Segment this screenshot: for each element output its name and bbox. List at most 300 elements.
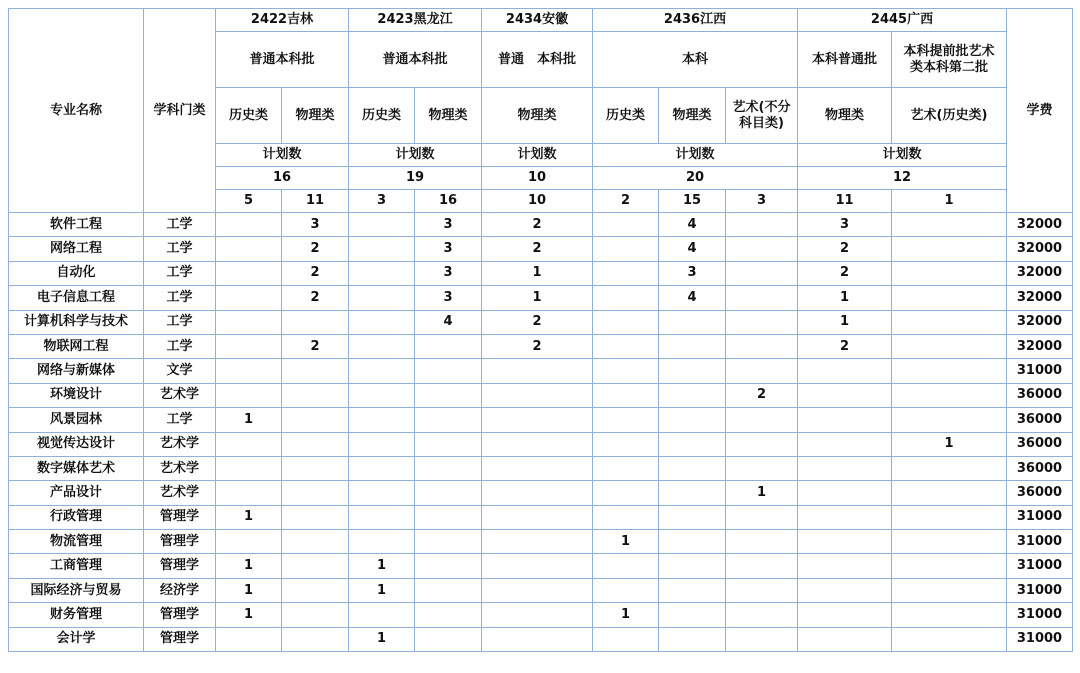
plan-count-cell xyxy=(415,359,482,383)
plan-count-cell xyxy=(482,408,593,432)
plan-count-cell xyxy=(659,578,726,602)
plan-count-cell: 3 xyxy=(415,286,482,310)
plan-count-cell xyxy=(349,408,415,432)
cat-heilongjiang-history: 历史类 xyxy=(349,88,415,144)
plan-label-anhui: 计划数 xyxy=(482,144,593,167)
major-name-cell: 计算机科学与技术 xyxy=(9,310,144,334)
table-header xyxy=(9,9,1073,213)
plan-count-cell xyxy=(892,359,1007,383)
subject-category-cell: 管理学 xyxy=(144,554,216,578)
plan-count-cell xyxy=(659,505,726,529)
major-name-cell: 数字媒体艺术 xyxy=(9,456,144,480)
plan-count-cell xyxy=(726,359,798,383)
plan-count-cell xyxy=(798,359,892,383)
plan-count-cell: 1 xyxy=(593,530,659,554)
tuition-fee-cell: 32000 xyxy=(1007,237,1073,261)
plan-count-cell xyxy=(216,359,282,383)
plan-count-cell: 1 xyxy=(216,603,282,627)
subject-category-cell: 管理学 xyxy=(144,627,216,651)
table-row xyxy=(9,261,1073,285)
plan-count-cell xyxy=(659,334,726,358)
plan-count-cell: 1 xyxy=(349,627,415,651)
tuition-fee-cell: 36000 xyxy=(1007,481,1073,505)
plan-count-cell xyxy=(482,383,593,407)
plan-count-cell xyxy=(282,578,349,602)
tuition-fee-cell: 32000 xyxy=(1007,334,1073,358)
plan-count-cell: 4 xyxy=(659,286,726,310)
plan-count-cell: 2 xyxy=(482,237,593,261)
cat-jilin-physics: 物理类 xyxy=(282,88,349,144)
cat-jilin-history: 历史类 xyxy=(216,88,282,144)
plan-count-cell xyxy=(726,310,798,334)
plan-count-cell xyxy=(482,505,593,529)
plan-count-cell xyxy=(726,261,798,285)
plan-count-cell xyxy=(415,481,482,505)
subject-category-cell: 工学 xyxy=(144,408,216,432)
plan-total-anhui: 10 xyxy=(482,167,593,190)
plan-count-cell: 2 xyxy=(798,334,892,358)
plan-count-cell xyxy=(216,627,282,651)
batch-heilongjiang: 普通本科批 xyxy=(349,32,482,88)
plan-count-cell xyxy=(482,603,593,627)
plan-count-cell: 2 xyxy=(798,237,892,261)
table-body xyxy=(9,213,1073,652)
plan-count-cell xyxy=(593,286,659,310)
subject-category-cell: 艺术学 xyxy=(144,432,216,456)
subject-category-cell: 工学 xyxy=(144,286,216,310)
subject-category-cell: 工学 xyxy=(144,237,216,261)
plan-count-cell xyxy=(892,627,1007,651)
plan-count-cell xyxy=(892,578,1007,602)
plan-count-cell xyxy=(593,627,659,651)
plan-count-cell xyxy=(659,310,726,334)
plan-label-heilongjiang: 计划数 xyxy=(349,144,482,167)
plan-split-heilongjiang-history: 3 xyxy=(349,190,415,213)
plan-count-cell xyxy=(892,334,1007,358)
plan-label-guangxi: 计划数 xyxy=(798,144,1007,167)
plan-count-cell xyxy=(282,432,349,456)
plan-split-heilongjiang-physics: 16 xyxy=(415,190,482,213)
tuition-fee-cell: 32000 xyxy=(1007,310,1073,334)
table-row xyxy=(9,481,1073,505)
subject-category-cell: 工学 xyxy=(144,334,216,358)
plan-count-cell xyxy=(349,383,415,407)
plan-count-cell xyxy=(659,432,726,456)
plan-count-cell xyxy=(798,456,892,480)
plan-count-cell xyxy=(282,627,349,651)
plan-count-cell xyxy=(415,530,482,554)
plan-count-cell xyxy=(798,481,892,505)
plan-count-cell xyxy=(659,408,726,432)
plan-count-cell xyxy=(659,627,726,651)
table-row xyxy=(9,530,1073,554)
table-row xyxy=(9,554,1073,578)
plan-count-cell xyxy=(593,359,659,383)
tuition-fee-cell: 32000 xyxy=(1007,286,1073,310)
subject-category-cell: 管理学 xyxy=(144,603,216,627)
plan-count-cell xyxy=(659,530,726,554)
table-row xyxy=(9,456,1073,480)
major-name-cell: 自动化 xyxy=(9,261,144,285)
tuition-fee-cell: 32000 xyxy=(1007,261,1073,285)
plan-count-cell xyxy=(216,481,282,505)
plan-count-cell: 1 xyxy=(482,286,593,310)
plan-count-cell: 2 xyxy=(282,286,349,310)
plan-count-cell xyxy=(726,530,798,554)
major-name-cell: 风景园林 xyxy=(9,408,144,432)
tuition-fee-cell: 31000 xyxy=(1007,505,1073,529)
province-header-anhui: 2434安徽 xyxy=(482,9,593,32)
major-name-cell: 国际经济与贸易 xyxy=(9,578,144,602)
table-row xyxy=(9,334,1073,358)
plan-count-cell: 3 xyxy=(659,261,726,285)
subject-category-cell: 文学 xyxy=(144,359,216,383)
plan-count-cell: 1 xyxy=(349,578,415,602)
major-name-cell: 工商管理 xyxy=(9,554,144,578)
province-header-jilin: 2422吉林 xyxy=(216,9,349,32)
plan-count-cell xyxy=(798,408,892,432)
table-row xyxy=(9,359,1073,383)
plan-count-cell: 2 xyxy=(282,334,349,358)
plan-count-cell xyxy=(216,310,282,334)
plan-count-cell xyxy=(798,578,892,602)
plan-count-cell: 3 xyxy=(798,213,892,237)
major-column-header: 专业名称 xyxy=(9,9,144,213)
plan-count-cell: 2 xyxy=(482,213,593,237)
plan-count-cell: 3 xyxy=(282,213,349,237)
major-name-cell: 网络工程 xyxy=(9,237,144,261)
cat-anhui-physics: 物理类 xyxy=(482,88,593,144)
plan-count-cell xyxy=(593,310,659,334)
plan-count-cell xyxy=(593,554,659,578)
subject-category-cell: 工学 xyxy=(144,213,216,237)
table-row xyxy=(9,603,1073,627)
plan-count-cell: 1 xyxy=(349,554,415,578)
subject-category-cell: 工学 xyxy=(144,261,216,285)
plan-count-cell xyxy=(282,408,349,432)
table-row xyxy=(9,286,1073,310)
tuition-fee-cell: 36000 xyxy=(1007,383,1073,407)
plan-count-cell: 3 xyxy=(415,213,482,237)
plan-count-cell xyxy=(415,578,482,602)
plan-count-cell xyxy=(482,578,593,602)
table-row xyxy=(9,408,1073,432)
plan-count-cell xyxy=(593,237,659,261)
plan-split-guangxi-physics: 11 xyxy=(798,190,892,213)
table-row xyxy=(9,237,1073,261)
plan-count-cell: 1 xyxy=(482,261,593,285)
subject-category-cell: 艺术学 xyxy=(144,456,216,480)
category-column-header: 学科门类 xyxy=(144,9,216,213)
province-header-heilongjiang: 2423黑龙江 xyxy=(349,9,482,32)
table-row xyxy=(9,310,1073,334)
plan-count-cell xyxy=(349,432,415,456)
plan-count-cell: 1 xyxy=(798,286,892,310)
plan-count-cell xyxy=(892,481,1007,505)
plan-count-cell xyxy=(415,603,482,627)
plan-count-cell: 3 xyxy=(415,237,482,261)
plan-count-cell xyxy=(798,505,892,529)
plan-count-cell: 4 xyxy=(415,310,482,334)
plan-count-cell xyxy=(726,603,798,627)
subject-category-cell: 管理学 xyxy=(144,530,216,554)
plan-count-cell xyxy=(892,261,1007,285)
tuition-fee-cell: 31000 xyxy=(1007,359,1073,383)
plan-count-cell xyxy=(798,627,892,651)
plan-count-cell xyxy=(892,456,1007,480)
table-row xyxy=(9,432,1073,456)
plan-count-cell xyxy=(892,383,1007,407)
batch-jiangxi: 本科 xyxy=(593,32,798,88)
batch-guangxi-art: 本科提前批艺术类本科第二批 xyxy=(892,32,1007,88)
plan-count-cell xyxy=(282,359,349,383)
plan-count-cell xyxy=(216,383,282,407)
plan-count-cell xyxy=(216,530,282,554)
plan-count-cell xyxy=(349,481,415,505)
plan-split-anhui-physics: 10 xyxy=(482,190,593,213)
plan-count-cell xyxy=(798,530,892,554)
plan-count-cell xyxy=(216,432,282,456)
plan-count-cell: 1 xyxy=(892,432,1007,456)
plan-count-cell xyxy=(349,286,415,310)
plan-count-cell: 1 xyxy=(593,603,659,627)
plan-count-cell xyxy=(415,505,482,529)
plan-count-cell xyxy=(726,286,798,310)
plan-count-cell xyxy=(216,286,282,310)
plan-label-jiangxi: 计划数 xyxy=(593,144,798,167)
subject-category-cell: 艺术学 xyxy=(144,383,216,407)
major-name-cell: 电子信息工程 xyxy=(9,286,144,310)
plan-count-cell xyxy=(659,554,726,578)
plan-count-cell xyxy=(415,432,482,456)
major-name-cell: 物联网工程 xyxy=(9,334,144,358)
plan-count-cell xyxy=(593,481,659,505)
province-header-guangxi: 2445广西 xyxy=(798,9,1007,32)
major-name-cell: 软件工程 xyxy=(9,213,144,237)
plan-count-cell xyxy=(593,213,659,237)
plan-count-cell xyxy=(349,505,415,529)
plan-count-cell xyxy=(892,213,1007,237)
plan-count-cell xyxy=(593,383,659,407)
plan-count-cell xyxy=(349,213,415,237)
plan-count-cell xyxy=(415,554,482,578)
plan-count-cell xyxy=(415,408,482,432)
province-row xyxy=(9,9,1073,32)
plan-count-cell xyxy=(892,408,1007,432)
tuition-fee-cell: 31000 xyxy=(1007,578,1073,602)
plan-count-cell: 2 xyxy=(482,310,593,334)
cat-jiangxi-history: 历史类 xyxy=(593,88,659,144)
plan-count-cell xyxy=(415,334,482,358)
table-row xyxy=(9,383,1073,407)
admission-plan-table xyxy=(8,8,1073,652)
plan-count-cell xyxy=(216,456,282,480)
plan-count-cell xyxy=(892,310,1007,334)
plan-count-cell xyxy=(349,310,415,334)
plan-count-cell xyxy=(216,261,282,285)
plan-count-cell xyxy=(726,334,798,358)
major-name-cell: 视觉传达设计 xyxy=(9,432,144,456)
plan-count-cell xyxy=(593,408,659,432)
plan-count-cell: 4 xyxy=(659,213,726,237)
plan-count-cell xyxy=(593,505,659,529)
major-name-cell: 行政管理 xyxy=(9,505,144,529)
plan-count-cell: 1 xyxy=(216,408,282,432)
plan-count-cell xyxy=(282,383,349,407)
subject-category-cell: 管理学 xyxy=(144,505,216,529)
plan-count-cell: 2 xyxy=(482,334,593,358)
plan-count-cell xyxy=(659,456,726,480)
table-row xyxy=(9,505,1073,529)
plan-count-cell xyxy=(216,334,282,358)
plan-count-cell xyxy=(282,603,349,627)
plan-total-heilongjiang: 19 xyxy=(349,167,482,190)
plan-count-cell xyxy=(726,456,798,480)
plan-count-cell xyxy=(349,603,415,627)
major-name-cell: 环境设计 xyxy=(9,383,144,407)
plan-count-cell xyxy=(349,334,415,358)
major-name-cell: 财务管理 xyxy=(9,603,144,627)
plan-count-cell: 2 xyxy=(726,383,798,407)
plan-split-guangxi-art: 1 xyxy=(892,190,1007,213)
plan-count-cell: 2 xyxy=(282,261,349,285)
tuition-fee-cell: 31000 xyxy=(1007,530,1073,554)
plan-split-jilin-physics: 11 xyxy=(282,190,349,213)
major-name-cell: 会计学 xyxy=(9,627,144,651)
table-row xyxy=(9,578,1073,602)
plan-count-cell xyxy=(482,627,593,651)
plan-count-cell xyxy=(726,408,798,432)
plan-count-cell xyxy=(349,237,415,261)
plan-count-cell xyxy=(659,383,726,407)
plan-count-cell xyxy=(415,456,482,480)
plan-count-cell xyxy=(216,213,282,237)
tuition-fee-cell: 36000 xyxy=(1007,432,1073,456)
plan-count-cell xyxy=(798,383,892,407)
tuition-fee-cell: 36000 xyxy=(1007,456,1073,480)
tuition-fee-cell: 36000 xyxy=(1007,408,1073,432)
plan-count-cell xyxy=(282,456,349,480)
plan-count-cell: 1 xyxy=(798,310,892,334)
plan-count-cell xyxy=(282,481,349,505)
cat-guangxi-art-history: 艺术(历史类) xyxy=(892,88,1007,144)
plan-count-cell xyxy=(659,481,726,505)
plan-count-cell xyxy=(593,456,659,480)
plan-count-cell xyxy=(593,578,659,602)
plan-count-cell xyxy=(282,505,349,529)
plan-count-cell: 2 xyxy=(798,261,892,285)
plan-count-cell xyxy=(415,383,482,407)
batch-jilin: 普通本科批 xyxy=(216,32,349,88)
plan-count-cell xyxy=(892,530,1007,554)
major-name-cell: 网络与新媒体 xyxy=(9,359,144,383)
plan-total-jiangxi: 20 xyxy=(593,167,798,190)
table-row xyxy=(9,627,1073,651)
plan-count-cell: 1 xyxy=(216,554,282,578)
plan-split-jiangxi-history: 2 xyxy=(593,190,659,213)
plan-count-cell: 3 xyxy=(415,261,482,285)
plan-total-guangxi: 12 xyxy=(798,167,1007,190)
tuition-fee-cell: 31000 xyxy=(1007,603,1073,627)
plan-count-cell: 1 xyxy=(726,481,798,505)
plan-count-cell xyxy=(482,432,593,456)
plan-label-jilin: 计划数 xyxy=(216,144,349,167)
subject-category-cell: 工学 xyxy=(144,310,216,334)
plan-count-cell: 2 xyxy=(282,237,349,261)
plan-count-cell xyxy=(892,505,1007,529)
cat-jiangxi-physics: 物理类 xyxy=(659,88,726,144)
plan-count-cell xyxy=(726,432,798,456)
plan-count-cell xyxy=(892,286,1007,310)
plan-count-cell xyxy=(349,261,415,285)
plan-count-cell xyxy=(593,334,659,358)
plan-count-cell xyxy=(482,554,593,578)
plan-count-cell xyxy=(726,213,798,237)
subject-category-cell: 经济学 xyxy=(144,578,216,602)
cat-guangxi-physics: 物理类 xyxy=(798,88,892,144)
plan-count-cell xyxy=(593,432,659,456)
tuition-fee-cell: 31000 xyxy=(1007,627,1073,651)
plan-count-cell xyxy=(349,530,415,554)
plan-count-cell xyxy=(349,456,415,480)
plan-count-cell xyxy=(415,627,482,651)
plan-count-cell xyxy=(282,554,349,578)
major-name-cell: 产品设计 xyxy=(9,481,144,505)
plan-count-cell xyxy=(593,261,659,285)
plan-count-cell xyxy=(892,237,1007,261)
plan-count-cell xyxy=(798,432,892,456)
province-header-jiangxi: 2436江西 xyxy=(593,9,798,32)
table-row xyxy=(9,213,1073,237)
plan-count-cell: 1 xyxy=(216,505,282,529)
plan-count-cell: 1 xyxy=(216,578,282,602)
major-name-cell: 物流管理 xyxy=(9,530,144,554)
plan-split-jiangxi-physics: 15 xyxy=(659,190,726,213)
plan-count-cell xyxy=(349,359,415,383)
plan-count-cell xyxy=(482,530,593,554)
plan-split-jiangxi-art: 3 xyxy=(726,190,798,213)
plan-total-jilin: 16 xyxy=(216,167,349,190)
tuition-fee-cell: 31000 xyxy=(1007,554,1073,578)
tuition-fee-cell: 32000 xyxy=(1007,213,1073,237)
subject-category-cell: 艺术学 xyxy=(144,481,216,505)
cat-heilongjiang-physics: 物理类 xyxy=(415,88,482,144)
plan-count-cell xyxy=(482,359,593,383)
plan-count-cell xyxy=(726,237,798,261)
batch-guangxi: 本科普通批 xyxy=(798,32,892,88)
plan-count-cell xyxy=(726,554,798,578)
plan-count-cell xyxy=(282,310,349,334)
plan-count-cell xyxy=(282,530,349,554)
plan-split-jilin-history: 5 xyxy=(216,190,282,213)
plan-count-cell xyxy=(798,554,892,578)
cat-jiangxi-art: 艺术(不分科目类) xyxy=(726,88,798,144)
plan-count-cell xyxy=(726,505,798,529)
plan-count-cell xyxy=(659,359,726,383)
plan-count-cell: 4 xyxy=(659,237,726,261)
plan-count-cell xyxy=(726,578,798,602)
plan-count-cell xyxy=(659,603,726,627)
plan-count-cell xyxy=(798,603,892,627)
plan-count-cell xyxy=(726,627,798,651)
plan-count-cell xyxy=(892,554,1007,578)
batch-anhui: 普通 本科批 xyxy=(482,32,593,88)
plan-count-cell xyxy=(482,456,593,480)
fee-column-header: 学费 xyxy=(1007,9,1073,213)
plan-count-cell xyxy=(892,603,1007,627)
plan-count-cell xyxy=(482,481,593,505)
plan-count-cell xyxy=(216,237,282,261)
